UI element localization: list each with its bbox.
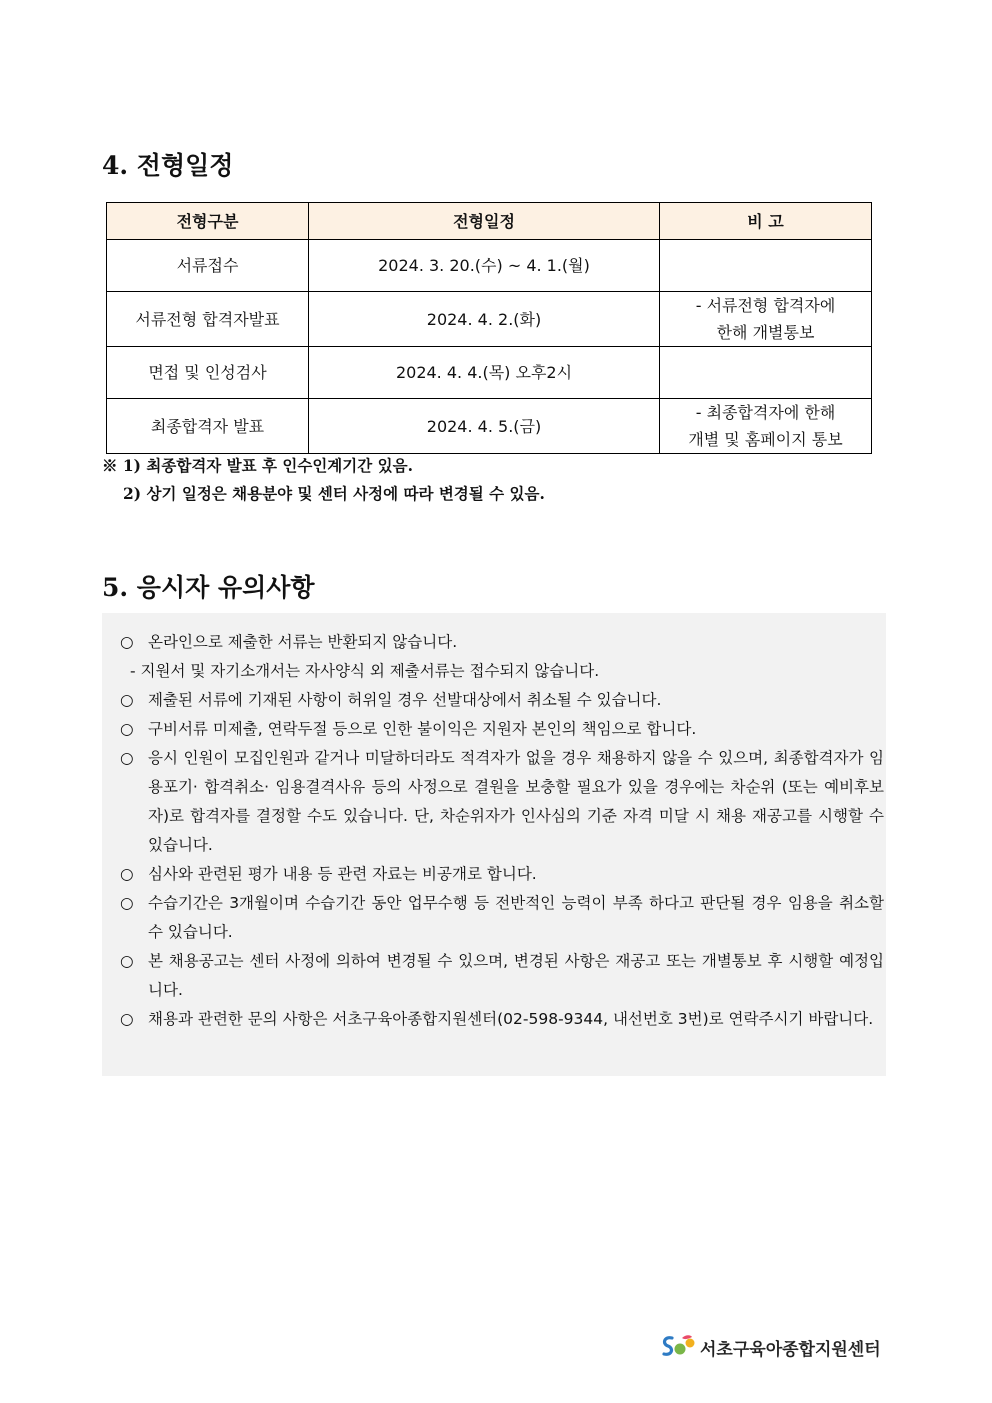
stage-cell: 서류전형 합격자발표 bbox=[107, 292, 309, 347]
notice-text: 온라인으로 제출한 서류는 반환되지 않습니다. bbox=[148, 633, 458, 651]
notice-text: 수습기간은 3개월이며 수습기간 동안 업무수행 등 전반적인 능력이 부족 하다고 판단될 경우 임용을 취소할 수 있습니다. bbox=[148, 894, 884, 941]
circle-bullet-icon: ○ bbox=[120, 720, 134, 738]
stage-cell: 면접 및 인성검사 bbox=[107, 347, 309, 399]
note-line: 개별 및 홈페이지 통보 bbox=[688, 430, 843, 449]
note-line: - 서류전형 합격자에 bbox=[695, 296, 836, 315]
notice-text: 본 채용공고는 센터 사정에 의하여 변경될 수 있으며, 변경된 사항은 재공고 또는 개별통보 후 시행할 예정입니다. bbox=[148, 952, 884, 999]
notice-text: - 지원서 및 자기소개서는 자사양식 외 제출서류는 접수되지 않습니다. bbox=[130, 662, 600, 680]
list-item bbox=[120, 715, 884, 744]
schedule-footnotes bbox=[102, 452, 545, 508]
note-cell bbox=[660, 347, 872, 399]
notice-text: 채용과 관련한 문의 사항은 서초구육아종합지원센터(02-598-9344, 내선번호 3번)로 연락주시기 바랍니다. bbox=[148, 1010, 874, 1028]
note-cell bbox=[660, 240, 872, 292]
section-4-title: 4. 전형일정 bbox=[102, 151, 234, 180]
table-header-row bbox=[107, 203, 872, 240]
list-item bbox=[120, 860, 884, 889]
section-5-title: 5. 응시자 유의사항 bbox=[102, 573, 315, 602]
schedule-table bbox=[106, 202, 872, 454]
circle-bullet-icon: ○ bbox=[120, 749, 134, 767]
header-stage: 전형구분 bbox=[107, 203, 309, 240]
notice-box bbox=[102, 613, 886, 1076]
list-item bbox=[120, 628, 884, 657]
footnote-2: 2) 상기 일정은 채용분야 및 센터 사정에 따라 변경될 수 있음. bbox=[123, 484, 545, 503]
circle-bullet-icon: ○ bbox=[120, 633, 134, 651]
circle-bullet-icon: ○ bbox=[120, 1010, 134, 1028]
date-cell: 2024. 3. 20.(수) ~ 4. 1.(월) bbox=[309, 240, 660, 292]
date-cell: 2024. 4. 4.(목) 오후2시 bbox=[309, 347, 660, 399]
notice-text: 제출된 서류에 기재된 사항이 허위일 경우 선발대상에서 취소될 수 있습니다. bbox=[148, 691, 662, 709]
notice-text: 응시 인원이 모집인원과 같거나 미달하더라도 적격자가 없을 경우 채용하지 않을 수 있으며, 최종합격자가 임용포기· 합격취소· 임용결격사유 등의 사정으로 결원을 보충할 필요가 있을 경우에는 차순위 (또는 예비후보자)로 합격자를 결정할 수도 있습니다. 단, 차순위자가 인사심의 기준 자격 미달 시 채용 재공고를 시행할 수 있습니다. bbox=[148, 749, 884, 854]
circle-bullet-icon: ○ bbox=[120, 894, 134, 912]
table-row bbox=[107, 292, 872, 347]
list-item bbox=[120, 1005, 884, 1034]
circle-bullet-icon: ○ bbox=[120, 865, 134, 883]
notice-text: 구비서류 미제출, 연락두절 등으로 인한 불이익은 지원자 본인의 책임으로 합니다. bbox=[148, 720, 697, 738]
header-date: 전형일정 bbox=[309, 203, 660, 240]
notice-text: 심사와 관련된 평가 내용 등 관련 자료는 비공개로 합니다. bbox=[148, 865, 537, 883]
note-cell bbox=[660, 399, 872, 454]
list-item bbox=[120, 657, 884, 686]
circle-bullet-icon: ○ bbox=[120, 952, 134, 970]
list-item bbox=[120, 686, 884, 715]
note-line: 한해 개별통보 bbox=[716, 323, 815, 342]
center-logo-icon bbox=[660, 1334, 696, 1360]
list-item bbox=[120, 744, 884, 860]
footer-logo bbox=[660, 1334, 881, 1360]
circle-bullet-icon: ○ bbox=[120, 691, 134, 709]
table-row bbox=[107, 347, 872, 399]
date-cell: 2024. 4. 5.(금) bbox=[309, 399, 660, 454]
center-name: 서초구육아종합지원센터 bbox=[700, 1339, 881, 1360]
stage-cell: 최종합격자 발표 bbox=[107, 399, 309, 454]
list-item bbox=[120, 889, 884, 947]
list-item bbox=[120, 947, 884, 1005]
stage-cell: 서류접수 bbox=[107, 240, 309, 292]
footnote-1: ※ 1) 최종합격자 발표 후 인수인계기간 있음. bbox=[102, 456, 413, 475]
date-cell: 2024. 4. 2.(화) bbox=[309, 292, 660, 347]
table-row bbox=[107, 240, 872, 292]
note-cell bbox=[660, 292, 872, 347]
note-line: - 최종합격자에 한해 bbox=[695, 403, 836, 422]
table-row bbox=[107, 399, 872, 454]
header-note: 비 고 bbox=[660, 203, 872, 240]
